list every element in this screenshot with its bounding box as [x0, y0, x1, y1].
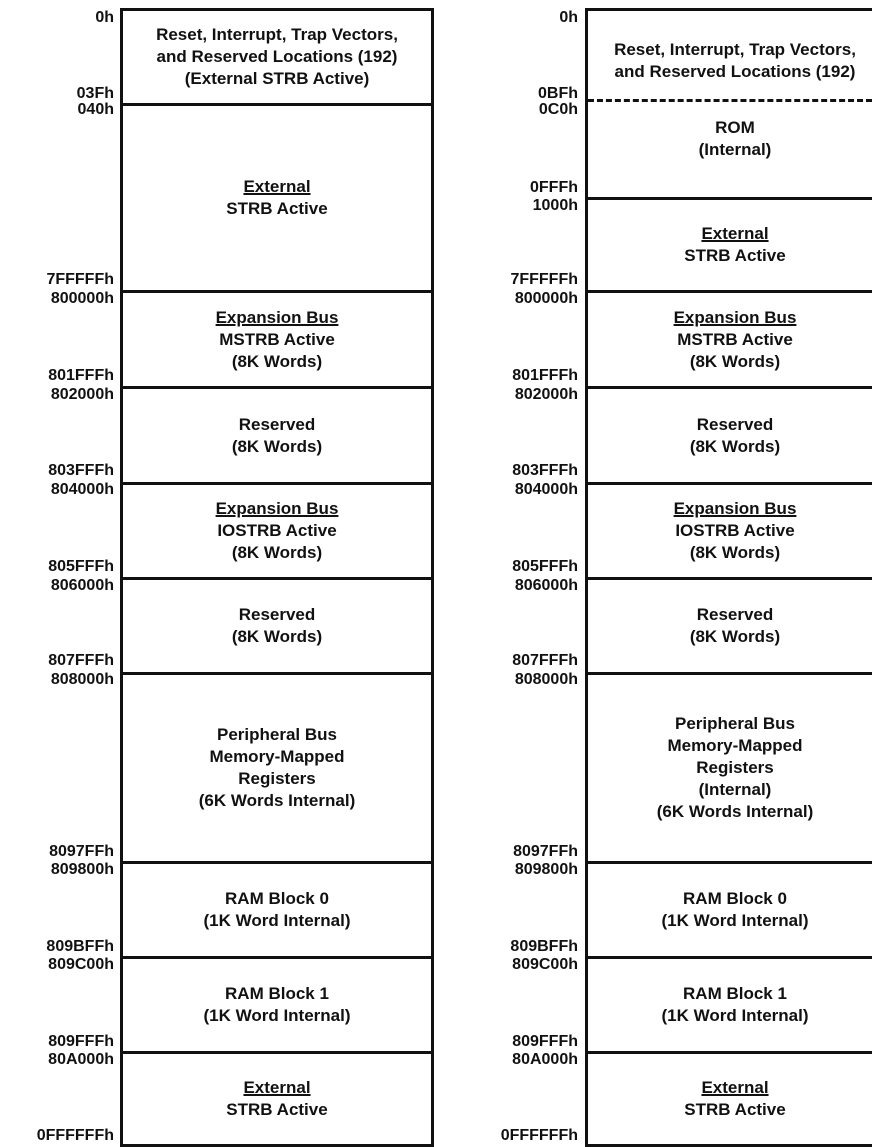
block-line: IOSTRB Active — [675, 521, 795, 540]
block-line: Reset, Interrupt, Trap Vectors, — [156, 25, 398, 44]
address-label: 800000h — [514, 290, 578, 307]
address-label: 804000h — [50, 481, 114, 498]
block-peripheral-registers — [585, 672, 872, 864]
block-reserved — [585, 386, 872, 485]
address-label: 0BFh — [538, 85, 578, 102]
block-expansion-iostrb — [585, 482, 872, 580]
block-line: Peripheral Bus — [217, 725, 337, 744]
block-reserved — [585, 577, 872, 675]
block-line: (8K Words) — [231, 543, 323, 562]
block-vectors-rom — [585, 8, 872, 200]
block-line: Expansion Bus — [673, 499, 797, 518]
block-line: (8K Words) — [689, 436, 781, 456]
block-line: STRB Active — [226, 199, 328, 218]
address-label: 809FFFh — [48, 1033, 114, 1050]
address-label: 802000h — [514, 386, 578, 403]
block-line: (1K Word Internal) — [203, 1006, 351, 1025]
block-line: Expansion Bus — [215, 499, 339, 518]
address-label: 805FFFh — [48, 558, 114, 575]
address-label: 800000h — [50, 290, 114, 307]
address-label: 0FFFFFFh — [500, 1127, 578, 1144]
address-label: 805FFFh — [512, 558, 578, 575]
block-line: Peripheral Bus — [675, 714, 795, 733]
block-ram-0 — [585, 861, 872, 959]
block-line: and Reserved Locations (192) — [156, 47, 398, 66]
address-label: 0h — [95, 9, 114, 26]
address-label: 0C0h — [538, 101, 578, 118]
block-line: (External STRB Active) — [184, 69, 370, 88]
address-label: 0FFFFFFh — [36, 1127, 114, 1144]
block-line: External — [243, 177, 311, 196]
block-reserved — [120, 577, 434, 675]
block-line: STRB Active — [226, 1100, 328, 1119]
block-line: ROM — [715, 118, 755, 137]
block-line: MSTRB Active — [677, 329, 793, 349]
address-label: 807FFFh — [512, 652, 578, 669]
address-label: 0h — [559, 9, 578, 26]
block-line: (8K Words) — [689, 351, 781, 371]
block-line: (1K Word Internal) — [661, 911, 809, 930]
block-line: RAM Block 1 — [683, 984, 787, 1003]
address-label: 806000h — [50, 577, 114, 594]
address-label: 801FFFh — [48, 367, 114, 384]
block-reserved — [120, 386, 434, 485]
block-line: MSTRB Active — [219, 329, 335, 349]
address-label: 80A000h — [48, 1051, 114, 1068]
block-line: RAM Block 0 — [683, 889, 787, 908]
block-line: Memory-Mapped — [209, 747, 345, 766]
dashed-divider — [588, 99, 872, 102]
block-line: Reserved — [238, 414, 316, 434]
block-line: Reserved — [696, 605, 774, 624]
block-line: External — [243, 1078, 311, 1097]
block-line: STRB Active — [684, 1100, 786, 1119]
block-line: Reserved — [238, 605, 316, 624]
block-ram-1 — [120, 956, 434, 1054]
block-line: Registers — [238, 769, 316, 788]
block-line: (8K Words) — [231, 627, 323, 646]
address-label: 0FFFh — [530, 179, 578, 196]
address-label: 809FFFh — [512, 1033, 578, 1050]
block-expansion-mstrb — [585, 290, 872, 389]
address-label: 806000h — [514, 577, 578, 594]
block-line: Registers — [696, 758, 774, 777]
block-line: Reset, Interrupt, Trap Vectors, — [614, 40, 856, 59]
block-line: (1K Word Internal) — [203, 911, 351, 930]
address-label: 809C00h — [48, 956, 114, 973]
block-line: IOSTRB Active — [217, 521, 337, 540]
block-line: (8K Words) — [689, 543, 781, 562]
address-label: 804000h — [514, 481, 578, 498]
address-label: 809C00h — [512, 956, 578, 973]
address-label: 803FFFh — [512, 462, 578, 479]
address-label: 808000h — [50, 671, 114, 688]
address-label: 808000h — [514, 671, 578, 688]
block-line: External — [701, 224, 769, 243]
address-label: 040h — [77, 101, 114, 118]
block-line: (8K Words) — [231, 436, 323, 456]
address-label: 80A000h — [512, 1051, 578, 1068]
address-label: 03Fh — [76, 85, 114, 102]
address-label: 809BFFh — [46, 938, 114, 955]
address-label: 809800h — [50, 861, 114, 878]
address-label: 8097FFh — [49, 843, 114, 860]
block-external-strb — [585, 197, 872, 293]
address-label: 809800h — [514, 861, 578, 878]
block-line: External — [701, 1078, 769, 1097]
block-line: (Internal) — [698, 140, 772, 159]
address-label: 8097FFh — [513, 843, 578, 860]
block-line: (8K Words) — [689, 627, 781, 646]
address-label: 807FFFh — [48, 652, 114, 669]
block-expansion-mstrb — [120, 290, 434, 389]
address-label: 7FFFFFh — [46, 271, 114, 288]
block-peripheral-registers — [120, 672, 434, 864]
block-line: Expansion Bus — [215, 307, 339, 327]
block-ram-0 — [120, 861, 434, 959]
block-line: (8K Words) — [231, 351, 323, 371]
block-external-strb — [120, 1051, 434, 1147]
block-line: (6K Words Internal) — [198, 791, 356, 810]
block-external-strb — [585, 1051, 872, 1147]
address-label: 802000h — [50, 386, 114, 403]
address-label: 1000h — [532, 197, 578, 214]
block-line: RAM Block 1 — [225, 984, 329, 1003]
block-line: Expansion Bus — [673, 307, 797, 327]
address-label: 809BFFh — [510, 938, 578, 955]
block-line: (6K Words Internal) — [656, 802, 814, 821]
address-label: 801FFFh — [512, 367, 578, 384]
block-ram-1 — [585, 956, 872, 1054]
address-label: 7FFFFFh — [510, 271, 578, 288]
block-line: RAM Block 0 — [225, 889, 329, 908]
block-line: (Internal) — [698, 780, 772, 799]
block-line: and Reserved Locations (192) — [614, 62, 856, 81]
block-line: Reserved — [696, 414, 774, 434]
address-label: 803FFFh — [48, 462, 114, 479]
block-line: STRB Active — [684, 246, 786, 265]
block-line: (1K Word Internal) — [661, 1006, 809, 1025]
block-external-strb — [120, 103, 434, 293]
block-vectors — [120, 8, 434, 106]
block-line: Memory-Mapped — [667, 736, 803, 755]
block-expansion-iostrb — [120, 482, 434, 580]
